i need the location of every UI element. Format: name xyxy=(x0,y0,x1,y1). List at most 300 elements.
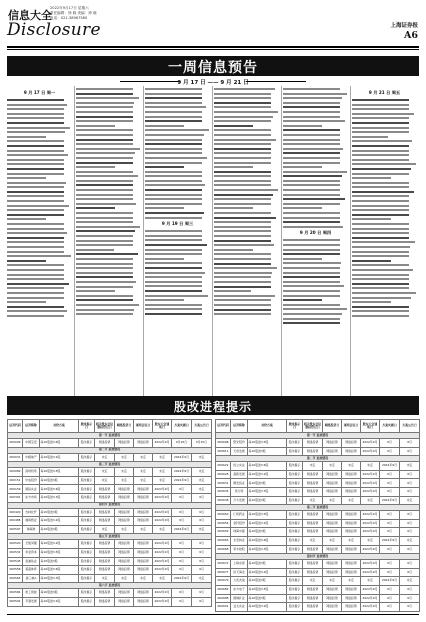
table-cell: 9月 xyxy=(380,447,400,456)
text-line xyxy=(76,212,133,214)
column-header: 方案实施日 xyxy=(172,420,192,433)
table-cell: 未定 xyxy=(400,577,420,586)
table-cell: 每10股送3股 xyxy=(248,528,287,537)
table-cell: 网络投票 xyxy=(115,548,134,557)
table-cell: 网络投票 xyxy=(342,479,361,488)
table-cell: 网络投票 xyxy=(303,594,323,603)
text-line xyxy=(145,253,202,255)
text-line xyxy=(7,145,64,147)
text-line xyxy=(145,304,202,306)
table-cell: 9月 xyxy=(400,447,420,456)
text-line xyxy=(7,104,67,106)
text-line xyxy=(352,177,391,179)
table-cell: 000659 xyxy=(216,528,231,537)
text-line xyxy=(145,88,202,90)
table-cell: 2022年9月 xyxy=(361,479,380,488)
text-line xyxy=(214,290,251,292)
table-cell: 2022年9月 xyxy=(153,597,172,606)
text-line xyxy=(7,150,64,152)
table-cell: 网络投票 xyxy=(323,545,342,554)
text-line xyxy=(283,194,340,196)
table-cell: 2022年9月 xyxy=(361,545,380,554)
text-line xyxy=(352,191,414,193)
text-line xyxy=(214,97,271,99)
table-cell: 股改提示 xyxy=(287,447,303,456)
text-line xyxy=(283,129,340,131)
column-header: 相关股东会议股权登记日 xyxy=(95,420,115,433)
day-heading: 9 月 21 日 周五 xyxy=(368,90,401,95)
text-line xyxy=(283,304,340,306)
table-row xyxy=(8,589,212,598)
text-line xyxy=(7,232,67,234)
text-line xyxy=(352,214,409,216)
text-line xyxy=(76,249,114,251)
text-line xyxy=(352,218,391,220)
header-rule xyxy=(7,46,419,48)
table-cell: 网络投票 xyxy=(115,540,134,549)
table-row xyxy=(216,462,420,471)
text-line xyxy=(214,184,271,186)
text-line xyxy=(76,221,133,223)
text-line xyxy=(7,306,64,308)
table-cell: 股改提示 xyxy=(287,585,303,594)
text-line xyxy=(7,218,46,220)
table-cell: 000301 xyxy=(8,493,23,502)
table-row xyxy=(8,439,212,448)
table-cell: 2022年9月 xyxy=(153,439,172,448)
text-line xyxy=(145,106,206,108)
table-cell: 天首发展 xyxy=(231,447,248,456)
text-line xyxy=(145,313,202,315)
table-cell: 股改提示 xyxy=(79,548,95,557)
text-line xyxy=(7,301,46,303)
text-line xyxy=(7,228,64,230)
text-line xyxy=(76,258,133,260)
text-line xyxy=(76,290,115,292)
text-line xyxy=(7,283,69,285)
text-line xyxy=(352,292,416,294)
table-cell: 2022年9月 xyxy=(153,540,172,549)
text-line xyxy=(283,207,322,209)
table-cell: 股改提示 xyxy=(287,603,303,612)
table-cell: 网络投票 xyxy=(342,568,361,577)
text-line xyxy=(7,186,64,188)
table-cell: 股改提示 xyxy=(79,517,95,526)
column-divider xyxy=(74,86,75,396)
text-line xyxy=(352,223,409,225)
table-cell: 每10股送3.2股 xyxy=(40,517,79,526)
table-cell: 2022年9月 xyxy=(153,548,172,557)
table-cell: 000507 xyxy=(8,525,23,534)
table-cell: 每10股送3.2股 xyxy=(248,603,287,612)
text-line xyxy=(76,148,140,150)
text-line xyxy=(214,194,273,196)
table-cell: 9月 xyxy=(192,566,212,575)
table-cell: 股改提示 xyxy=(287,594,303,603)
table-cell: 2022年9月 xyxy=(361,439,380,448)
table-cell: 9月 xyxy=(192,557,212,566)
text-line xyxy=(7,113,64,115)
table-row xyxy=(8,453,212,462)
text-line xyxy=(352,255,409,257)
table-cell: 9月 xyxy=(172,485,192,494)
table-cell: 网络投票 xyxy=(303,568,323,577)
table-cell: 每10股送3股 xyxy=(248,577,287,586)
table-cell: 9月 xyxy=(400,594,420,603)
text-line xyxy=(7,269,64,271)
text-line xyxy=(76,207,115,209)
table-cell: 网络投票 xyxy=(303,519,323,528)
text-line xyxy=(7,117,64,119)
table-cell: 中成股份 xyxy=(23,476,40,485)
table-cell: 未定 xyxy=(400,462,420,471)
table-cell: 未定 xyxy=(134,525,153,534)
text-line xyxy=(352,145,409,147)
table-cell: 渝三峡A xyxy=(23,574,40,583)
text-line xyxy=(283,290,340,292)
text-line xyxy=(7,200,64,202)
table-cell: 000611 xyxy=(216,447,231,456)
text-line xyxy=(283,175,342,177)
text-line xyxy=(145,171,202,173)
table-cell: 9月 xyxy=(400,511,420,520)
table-cell: 每10股送3股 xyxy=(248,479,287,488)
text-line xyxy=(352,301,391,303)
table-cell: 未定 xyxy=(134,468,153,477)
table-cell: 9月25日 xyxy=(192,439,212,448)
section-label: 第五节 进展情况 xyxy=(8,534,212,540)
text-line xyxy=(7,287,64,289)
table-cell: 网络投票 xyxy=(134,566,153,575)
table-cell: 未定 xyxy=(303,462,323,471)
section-logo-english: Disclosure xyxy=(7,20,101,40)
table-cell: 未定 xyxy=(153,453,172,462)
table-cell: 000688 xyxy=(216,594,231,603)
column-header: 证券简称 xyxy=(231,420,248,433)
text-line xyxy=(283,97,342,99)
table-cell: 9月 xyxy=(172,557,192,566)
text-line xyxy=(283,258,322,260)
text-line xyxy=(145,189,202,191)
text-line xyxy=(214,281,271,283)
table-cell: 2022年9月 xyxy=(153,517,172,526)
text-line xyxy=(145,116,202,118)
table-cell: 网络投票 xyxy=(115,557,134,566)
table-cell: 股改提示 xyxy=(79,597,95,606)
text-line xyxy=(145,97,202,99)
text-line xyxy=(214,148,271,150)
table-cell: 未定 xyxy=(153,468,172,477)
table-cell: 每10股送3股 xyxy=(248,496,287,505)
text-line xyxy=(283,276,340,278)
table-cell: 股改提示 xyxy=(79,508,95,517)
text-line xyxy=(7,159,64,161)
table-cell: 每10股送3.5股 xyxy=(40,548,79,557)
text-line xyxy=(7,297,64,299)
text-line xyxy=(214,267,277,269)
text-line xyxy=(76,235,133,237)
table-cell: 000672 xyxy=(216,560,231,569)
table-row xyxy=(8,540,212,549)
table-cell: 未定 xyxy=(361,462,380,471)
text-line xyxy=(214,129,271,131)
table-cell: 2022年9月 xyxy=(361,585,380,594)
issue-meta xyxy=(50,6,210,21)
table-cell: 网络投票 xyxy=(134,485,153,494)
table-row xyxy=(8,476,212,485)
table-cell: 每10股送3股 xyxy=(248,594,287,603)
text-line xyxy=(145,102,202,104)
table-cell: 未定 xyxy=(361,536,380,545)
text-line xyxy=(352,241,415,243)
column-header: 对价方案 xyxy=(248,420,287,433)
text-line xyxy=(7,223,64,225)
text-line xyxy=(214,207,253,209)
text-line xyxy=(76,217,133,219)
text-line xyxy=(145,285,202,287)
table-cell: 网络投票 xyxy=(342,603,361,612)
text-line xyxy=(352,297,411,299)
table-cell: 未定 xyxy=(153,476,172,485)
table-cell: 000532 xyxy=(8,548,23,557)
table-cell: 网络投票 xyxy=(134,589,153,598)
table-cell: 股改提示 xyxy=(287,536,303,545)
table-cell: 9月 xyxy=(192,517,212,526)
table-cell: 000009 xyxy=(8,439,23,448)
table-cell: 2022年9月 xyxy=(361,519,380,528)
table-cell: 恒立实业 xyxy=(231,462,248,471)
text-line xyxy=(76,180,133,182)
table-cell: 2022年9月 xyxy=(172,525,192,534)
text-line xyxy=(214,249,253,251)
table-cell: 2022年9月 xyxy=(153,493,172,502)
text-line xyxy=(7,246,64,248)
table-cell: 网络投票 xyxy=(303,603,323,612)
text-line xyxy=(214,276,271,278)
table-cell: 每10股送3股 xyxy=(40,476,79,485)
column-header: 方案实施日 xyxy=(380,420,400,433)
section-label: 第四节 进展情况 xyxy=(8,502,212,508)
text-line xyxy=(352,122,409,124)
table-cell: 每10股送3.5股 xyxy=(248,511,287,520)
column-header: 股改提示日 xyxy=(79,420,95,433)
table-cell: 每10股送3.6股 xyxy=(40,485,79,494)
table-cell: 未定 xyxy=(115,525,134,534)
table-cell: 2022年9月 xyxy=(361,528,380,537)
column-header: 证券代码 xyxy=(8,420,23,433)
table-cell: 网络投票 xyxy=(95,493,115,502)
table-cell: 网络投票 xyxy=(342,560,361,569)
text-line xyxy=(7,195,64,197)
weekly-forecast-banner xyxy=(7,56,419,76)
table-cell: 未定 xyxy=(95,453,115,462)
text-line xyxy=(76,313,133,315)
table-cell: 9月 xyxy=(380,560,400,569)
editor-line: 责任编辑：徐 晓 美编：徐 晓 xyxy=(50,11,97,15)
weekly-column xyxy=(214,88,279,318)
text-line xyxy=(352,269,413,271)
text-line xyxy=(76,88,133,90)
table-cell: 9月 xyxy=(192,597,212,606)
table-cell: 网络投票 xyxy=(303,528,323,537)
text-line xyxy=(145,249,202,251)
footer-rule xyxy=(7,614,419,615)
table-row xyxy=(216,519,420,528)
table-cell: 2022年9月 xyxy=(361,603,380,612)
table-row xyxy=(216,585,420,594)
text-line xyxy=(214,93,271,95)
weekly-column xyxy=(352,88,417,320)
text-line xyxy=(214,152,271,154)
text-line xyxy=(7,127,70,129)
weekly-forecast-title: 一周信息预告 xyxy=(168,60,258,76)
text-line xyxy=(214,244,274,246)
text-line xyxy=(283,111,340,113)
table-cell: 000635 xyxy=(216,487,231,496)
table-cell: 2022年9月 xyxy=(172,468,192,477)
table-row xyxy=(8,468,212,477)
table-cell: 网络投票 xyxy=(115,589,134,598)
text-line xyxy=(283,244,340,246)
text-line xyxy=(214,134,271,136)
table-cell: 网络投票 xyxy=(115,508,134,517)
table-cell: 9月 xyxy=(192,493,212,502)
table-cell: 000691 xyxy=(216,603,231,612)
text-line xyxy=(352,159,409,161)
text-line xyxy=(283,217,340,219)
reform-table-left xyxy=(7,419,212,607)
table-cell: 每10股送3.6股 xyxy=(40,566,79,575)
table-row xyxy=(216,447,420,456)
table-cell: 网络投票 xyxy=(323,603,342,612)
text-line xyxy=(352,150,409,152)
text-line xyxy=(76,244,133,246)
text-line xyxy=(352,104,409,106)
text-line xyxy=(76,125,115,127)
text-line xyxy=(7,209,64,211)
newspaper-name: 上海证券报 xyxy=(390,23,418,29)
table-cell: 未定 xyxy=(361,496,380,505)
table-cell: 网络投票 xyxy=(134,439,153,448)
table-cell: 9月 xyxy=(400,545,420,554)
text-line xyxy=(214,272,272,274)
table-cell: 2022年9月 xyxy=(361,568,380,577)
text-line xyxy=(145,139,202,141)
text-line xyxy=(214,235,271,237)
text-line xyxy=(214,226,271,228)
column-header: 网络投票日 xyxy=(323,420,342,433)
table-cell: 9月 xyxy=(192,508,212,517)
table-cell: 2022年9月 xyxy=(361,511,380,520)
text-line xyxy=(214,295,275,297)
text-line xyxy=(214,309,271,311)
text-line xyxy=(145,184,205,186)
table-cell: 000679 xyxy=(216,577,231,586)
text-line xyxy=(283,272,340,274)
table-cell: 每10股送3.3股 xyxy=(40,574,79,583)
text-line xyxy=(283,157,340,159)
text-line xyxy=(76,203,136,205)
table-cell: 每10股送3.2股 xyxy=(40,453,79,462)
table-cell: 9月 xyxy=(380,519,400,528)
table-cell: 东方市场 xyxy=(23,493,40,502)
text-line xyxy=(145,308,202,310)
column-header: 对价方案 xyxy=(40,420,79,433)
text-line xyxy=(283,125,322,127)
column-header: 股东大会通知日 xyxy=(153,420,172,433)
text-line xyxy=(214,180,271,182)
text-line xyxy=(7,140,64,142)
table-cell: 股改提示 xyxy=(287,528,303,537)
table-row xyxy=(216,545,420,554)
text-line xyxy=(76,116,133,118)
table-cell: 000663 xyxy=(216,536,231,545)
text-line xyxy=(76,152,135,154)
table-cell: 网络投票 xyxy=(115,485,134,494)
table-cell: 网络投票 xyxy=(303,447,323,456)
table-cell: 2022年9月 xyxy=(361,594,380,603)
page-number: A6 xyxy=(404,30,418,41)
text-line xyxy=(214,166,253,168)
table-cell: 未定 xyxy=(342,462,361,471)
table-cell: 每10股送3股 xyxy=(40,589,79,598)
table-row xyxy=(8,525,212,534)
text-line xyxy=(7,237,64,239)
table-cell: 未定 xyxy=(342,536,361,545)
text-line xyxy=(214,304,271,306)
table-cell: 网络投票 xyxy=(95,517,115,526)
text-line xyxy=(214,258,271,260)
text-line xyxy=(214,198,271,200)
table-cell: 每10股送3股 xyxy=(40,557,79,566)
table-cell: 未定 xyxy=(342,577,361,586)
text-line xyxy=(76,97,139,99)
text-line xyxy=(352,173,409,175)
text-line xyxy=(352,182,409,184)
text-line xyxy=(352,127,409,129)
text-line xyxy=(214,263,271,265)
table-cell: 2022年9月 xyxy=(153,589,172,598)
weekly-column xyxy=(76,88,141,318)
text-line xyxy=(145,194,202,196)
table-cell: 股改提示 xyxy=(287,470,303,479)
table-cell: 网络投票 xyxy=(342,594,361,603)
column-divider xyxy=(281,86,282,396)
text-line xyxy=(7,255,71,257)
table-cell: 网络投票 xyxy=(134,597,153,606)
phone-line: 电话：021-38967580 xyxy=(50,16,88,20)
text-line xyxy=(352,99,409,101)
table-cell: 网络投票 xyxy=(95,557,115,566)
text-line xyxy=(214,143,271,145)
table-cell: 2022年9月 xyxy=(380,536,400,545)
text-line xyxy=(283,134,340,136)
table-cell: 网络投票 xyxy=(95,566,115,575)
text-line xyxy=(214,162,271,164)
table-cell: 9月 xyxy=(192,548,212,557)
table-cell: 000151 xyxy=(8,476,23,485)
text-line xyxy=(76,194,133,196)
table-cell: 未定 xyxy=(115,453,134,462)
table-cell: 未定 xyxy=(192,468,212,477)
text-line xyxy=(7,99,64,101)
table-cell: 2022年9月 xyxy=(153,508,172,517)
section-label: 第二节 进展情况 xyxy=(8,447,212,453)
table-cell: 网络投票 xyxy=(134,540,153,549)
column-divider xyxy=(143,86,144,396)
text-line xyxy=(145,125,184,127)
text-line xyxy=(352,310,409,312)
